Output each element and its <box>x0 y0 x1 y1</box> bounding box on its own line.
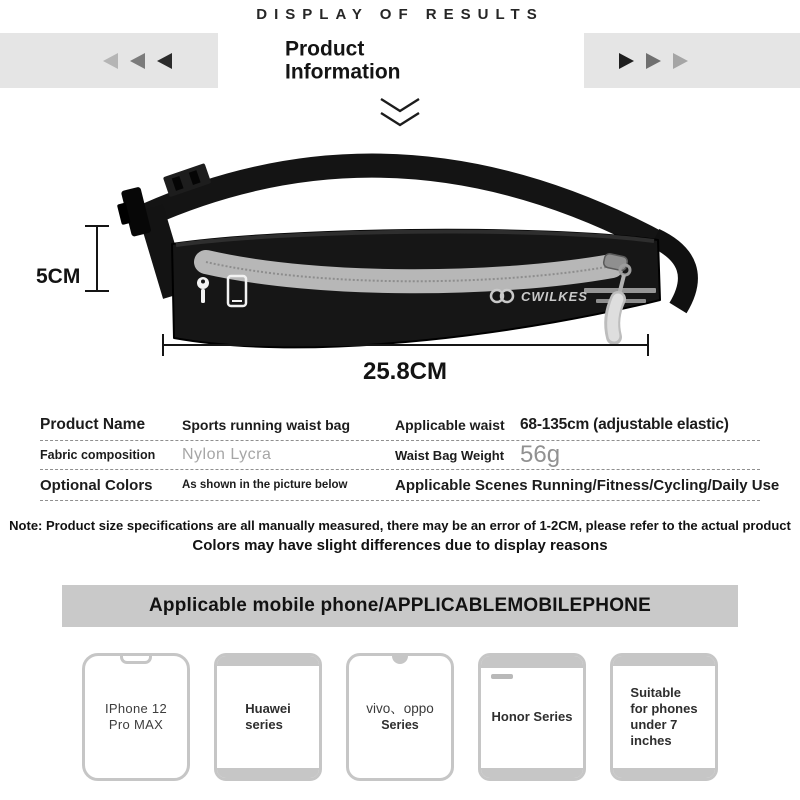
right-arrows-icon <box>619 53 688 69</box>
phones-banner <box>62 585 738 627</box>
phone-bottom-bar <box>217 768 319 778</box>
spec-value: 68-135cm (adjustable elastic) <box>520 415 729 433</box>
triangle-left-icon <box>157 53 172 69</box>
spec-label: Applicable Scenes Running/Fitness/Cycling/Daily Use <box>395 476 780 494</box>
left-arrows-icon <box>103 53 172 69</box>
spec-label: Optional Colors <box>40 476 153 494</box>
waterdrop-notch-icon <box>392 656 408 664</box>
phone-top-bar <box>217 656 319 666</box>
page-title: DISPLAY OF RESULTS <box>256 6 544 23</box>
phone-card-huawei <box>214 653 322 781</box>
spec-label: Applicable waist <box>395 416 505 433</box>
phone-card-label: Huawei series <box>245 700 291 732</box>
spec-value: As shown in the picture below <box>182 479 348 491</box>
spec-table <box>40 409 780 501</box>
speaker-slot-icon <box>491 674 513 679</box>
belt-buckle-icon <box>114 187 152 239</box>
phone-card-label: Honor Series <box>491 708 573 724</box>
banner-title <box>285 37 401 84</box>
chevron-double-down-icon <box>0 96 800 130</box>
triangle-left-icon <box>130 53 145 69</box>
triangle-right-icon <box>673 53 688 69</box>
spec-row-colors <box>40 470 780 501</box>
width-label: 25.8CM <box>362 358 448 385</box>
spec-value: 56g <box>520 441 561 468</box>
spec-label: Fabric composition <box>40 448 156 462</box>
banner-title-box <box>218 33 584 88</box>
waist-bag-image <box>0 138 800 400</box>
banner-title-line2: Information <box>285 60 401 84</box>
phone-top-bar <box>481 656 583 668</box>
triangle-right-icon <box>619 53 634 69</box>
note-line-1: Note: Product size specifications are all manually measured, there may be an error of 1-2CM, please refer to the actual product <box>9 518 791 533</box>
phone-bottom-bar <box>481 768 583 778</box>
phone-card-vivo-oppo <box>346 653 454 781</box>
phone-card-under-7-inches <box>610 653 718 781</box>
height-label: 5CM <box>36 265 81 288</box>
spec-row-fabric <box>40 441 760 470</box>
banner-title-line1: Product <box>285 36 365 60</box>
spec-value: Sports running waist bag <box>182 416 351 433</box>
note <box>0 517 800 556</box>
phone-card-honor <box>478 653 586 781</box>
phones-banner-title: Applicable mobile phone/APPLICABLEMOBILEPHONE <box>149 595 651 616</box>
spec-row-product-name <box>40 409 760 441</box>
iphone-notch-icon <box>120 655 152 664</box>
height-measure <box>85 226 109 291</box>
triangle-right-icon <box>646 53 661 69</box>
phone-top-bar <box>613 656 715 666</box>
phone-card-label: vivo、oppo Series <box>366 700 434 732</box>
brand-name: CWILKES <box>521 289 588 304</box>
product-figure <box>0 138 800 400</box>
phone-card-label: IPhone 12 Pro MAX <box>105 700 167 732</box>
spec-label: Product Name <box>40 415 146 433</box>
spec-label: Waist Bag Weight <box>395 447 505 463</box>
phone-bottom-bar <box>613 768 715 778</box>
triangle-left-icon <box>103 53 118 69</box>
note-line-2: Colors may have slight differences due to display reasons <box>192 537 608 555</box>
phone-card-iphone <box>82 653 190 781</box>
product-info-banner <box>0 33 800 88</box>
spec-value: Nylon Lycra <box>182 446 272 463</box>
phone-card-label: Suitable for phones under 7 inches <box>630 684 698 749</box>
phone-cards <box>0 653 800 781</box>
